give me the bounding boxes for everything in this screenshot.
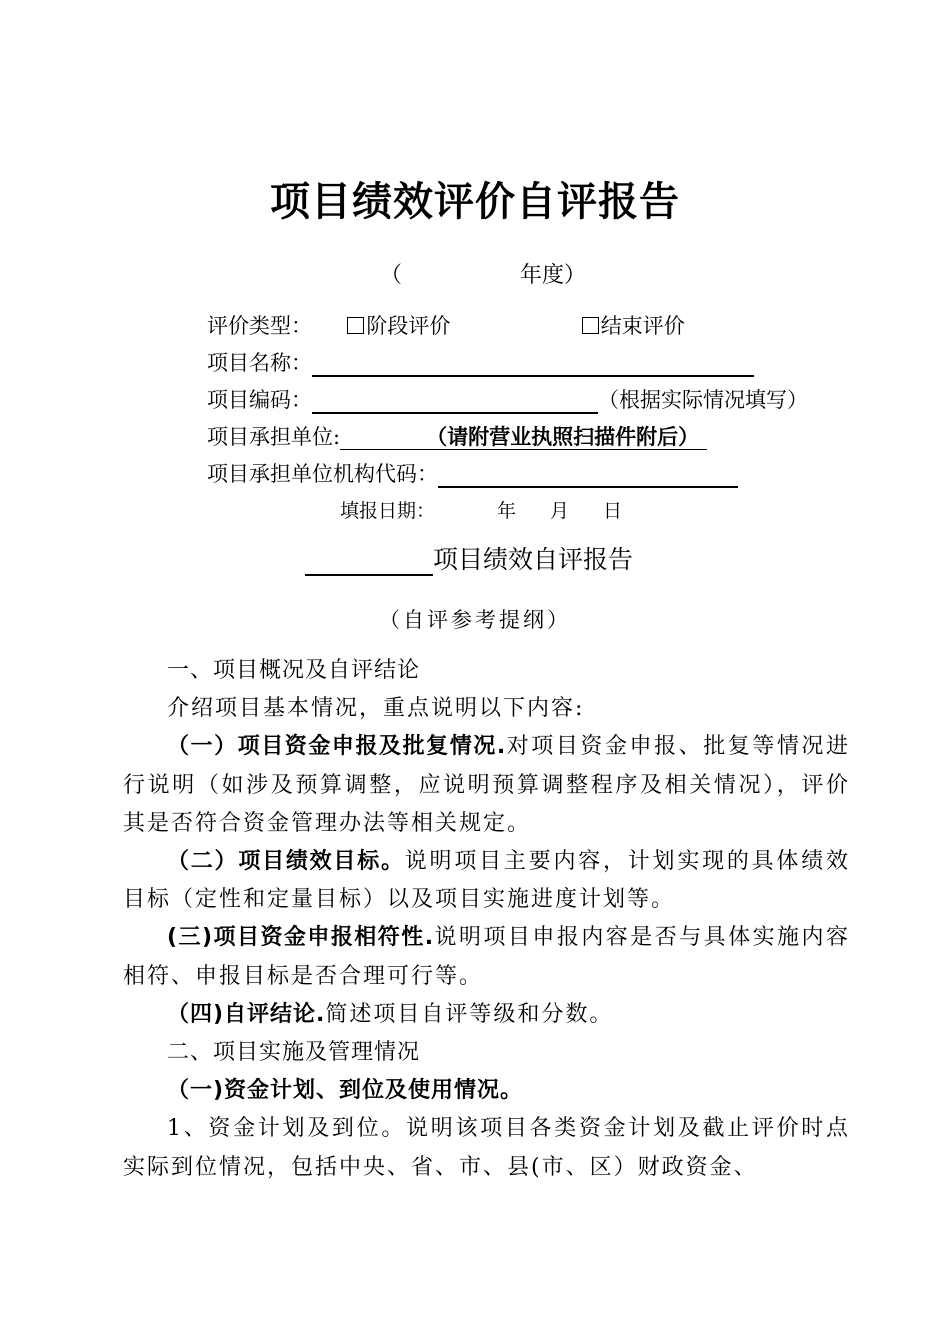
date-label: 填报日期： [340, 500, 436, 522]
date-day: 日 [603, 500, 623, 522]
end-eval-label: 结束评价 [600, 314, 685, 338]
section-1-para-2 [123, 843, 850, 919]
para-4-heading: （四)自评结论. [167, 1001, 326, 1027]
project-code-field[interactable] [312, 388, 598, 414]
section-2-para-1: 1、资金计划及到位。说明该项目各类资金计划及截止评价时点实际到位情况，包括中央、省、市、县(市、区）财政资金、 [123, 1116, 850, 1180]
report-subtitle: 项目绩效自评报告 [433, 545, 634, 574]
section-2-heading: 二、项目实施及管理情况 [167, 1040, 421, 1066]
document-title: 项目绩效评价自评报告 [270, 178, 680, 225]
report-subtitle-row [305, 540, 633, 576]
section-1-heading: 一、项目概况及自评结论 [167, 658, 421, 683]
project-code-row [207, 384, 808, 414]
stage-eval-label: 阶段评价 [366, 314, 451, 338]
project-name-label: 项目名称： [207, 351, 312, 375]
para-4-text: 简述项目自评等级和分数。 [325, 1001, 614, 1027]
section-1-para-4 [123, 996, 850, 1034]
para-3-text: 说明项目申报内容是否与具体实施内容相符、申报目标是否合理可行等。 [123, 925, 850, 989]
year-line [380, 258, 586, 289]
eval-type-label: 评价类型： [207, 314, 312, 338]
unit-code-field[interactable] [438, 462, 738, 488]
para-1-heading: （一）项目资金申报及批复情况. [167, 734, 507, 760]
unit-code-label: 项目承担单位机构代码： [207, 462, 438, 486]
para-2-text: 说明项目主要内容，计划实现的具体绩效目标（定性和定量目标）以及项目实施进度计划等。 [123, 849, 850, 913]
unit-field-note[interactable]: （请附营业执照扫描件附后） [340, 424, 707, 450]
eval-type-row [207, 310, 685, 340]
unit-row [207, 421, 707, 451]
project-name-row [207, 347, 754, 377]
subtitle-blank-field[interactable] [305, 548, 433, 576]
date-year: 年 [497, 500, 517, 522]
section-2-sub-1: （一)资金计划、到位及使用情况。 [167, 1078, 524, 1104]
project-name-field[interactable] [312, 351, 754, 377]
unit-label: 项目承担单位: [207, 425, 341, 449]
project-code-note: （根据实际情况填写） [598, 388, 808, 412]
outline-label: （自评参考提纲） [379, 608, 571, 632]
year-open-paren: （ [380, 263, 403, 288]
date-month: 月 [550, 500, 570, 522]
unit-code-row [207, 458, 738, 488]
end-eval-checkbox[interactable] [582, 317, 599, 334]
report-body [123, 652, 850, 1187]
para-2-heading: （二）项目绩效目标。 [167, 849, 405, 875]
stage-eval-checkbox[interactable] [347, 317, 364, 334]
section-1-intro: 介绍项目基本情况，重点说明以下内容: [167, 696, 585, 722]
section-1-para-1 [123, 728, 850, 843]
date-row [340, 496, 622, 523]
section-1-para-3 [123, 919, 850, 995]
project-code-label: 项目编码： [207, 388, 312, 412]
para-1-text: 对项目资金申报、批复等情况进行说明（如涉及预算调整，应说明预算调整程序及相关情况），评价其是否符合资金管理办法等相关规定。 [123, 734, 850, 836]
para-3-heading: (三)项目资金申报相符性. [167, 925, 435, 951]
year-label: 年度） [520, 263, 587, 288]
